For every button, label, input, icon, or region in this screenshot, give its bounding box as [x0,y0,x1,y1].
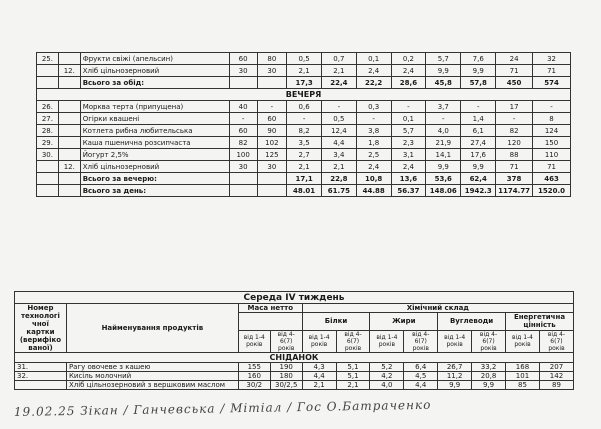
age-group-header: від 1-4 років [438,330,472,352]
product-name: Хліб цільнозерновий [80,161,229,173]
mass-age-4-7 [257,77,287,89]
nutrient-value: 0,6 [287,101,322,113]
product-name: Рагу овочеве з кашею [66,363,238,372]
nutrient-value: 9,9 [426,65,461,77]
nutrient-value: 12,4 [321,125,356,137]
nutrient-value: 1942.3 [461,185,496,197]
nutrient-value: 26,7 [438,363,472,372]
nutrient-value: 5,7 [426,53,461,65]
nutrient-value: 2,5 [356,149,391,161]
nutrient-value: 33,2 [472,363,506,372]
nutrient-value: 0,7 [321,53,356,65]
mass-age-4-7: 30 [257,161,287,173]
mass-age-1-4: 60 [229,53,257,65]
nutrient-value: 4,0 [426,125,461,137]
nutrient-value: 4,4 [302,372,336,381]
nutrient-value: 378 [496,173,533,185]
nutrient-value: 101 [506,372,540,381]
mass-age-1-4: 155 [238,363,270,372]
row-number: 27. [37,113,59,125]
table-row [37,185,571,197]
nutrient-value: 21,9 [426,137,461,149]
row-number [37,173,59,185]
nutrient-value: 20,8 [472,372,506,381]
nutrient-value: - [533,101,571,113]
col-chemical-composition: Хімічний склад [302,304,573,313]
nutrient-value: 45,8 [426,77,461,89]
nutrient-value: 4,0 [370,381,404,390]
nutrient-value: 9,9 [461,65,496,77]
product-name: Огірки квашені [80,113,229,125]
nutrient-value: 2,7 [287,149,322,161]
mass-age-1-4 [229,173,257,185]
nutrient-value: 5,1 [336,363,370,372]
nutrient-value: 148.06 [426,185,461,197]
age-group-header: від 4-6(7) років [404,330,438,352]
tech-card-number [58,77,80,89]
product-name: Хліб цільнозерновий з вершковим маслом [66,381,238,390]
row-number [37,185,59,197]
mass-age-1-4: 30/2 [238,381,270,390]
nutrient-value: 2,4 [356,65,391,77]
nutrient-value: 62,4 [461,173,496,185]
nutrient-value: 17,1 [287,173,322,185]
table-row [15,381,574,390]
nutrient-value: 61.75 [321,185,356,197]
nutrient-value: 0,5 [321,113,356,125]
nutrient-value: 9,9 [426,161,461,173]
age-group-header: від 1-4 років [370,330,404,352]
tech-card-number [58,125,80,137]
nutrient-value: - [356,113,391,125]
nutrient-value: 0,3 [356,101,391,113]
nutrient-value: 56.37 [391,185,426,197]
nutrient-value: 9,9 [438,381,472,390]
handwritten-signature: 19.02.25 Зікан / Ганчевська / Мітіал / Гос О.Батраченко [13,397,432,420]
nutrient-value: 88 [496,149,533,161]
nutrient-value: 120 [496,137,533,149]
nutrient-value: 48.01 [287,185,322,197]
nutrient-value: 22,8 [321,173,356,185]
mass-age-1-4: 40 [229,101,257,113]
nutrient-value: 32 [533,53,571,65]
section-title: ВЕЧЕРЯ [37,89,571,101]
nutrient-value: 11,2 [438,372,472,381]
nutrient-value: 6,4 [404,363,438,372]
col-net-mass: Маса нетто [238,304,302,313]
mass-age-4-7: 102 [257,137,287,149]
nutrient-value: 0,1 [391,113,426,125]
col-product-name: Найменування продуктів [66,304,238,353]
table-row [15,363,574,372]
mass-age-4-7: 30 [257,65,287,77]
product-name: Всього за день: [80,185,229,197]
nutrient-value: 14,1 [426,149,461,161]
nutrient-value: 71 [533,161,571,173]
tech-card-number [58,101,80,113]
tech-card-number [58,185,80,197]
nutrient-value: - [287,113,322,125]
nutrient-value: 0,2 [391,53,426,65]
row-number: 29. [37,137,59,149]
product-name: Хліб цільнозерновий [80,65,229,77]
nutrient-value: 1520.0 [533,185,571,197]
nutrient-value: 4,4 [321,137,356,149]
table-row [37,101,571,113]
row-number: 28. [37,125,59,137]
nutrient-value: 2,3 [391,137,426,149]
age-group-header: від 1-4 років [302,330,336,352]
nutrient-value: - [496,113,533,125]
row-number: 25. [37,53,59,65]
nutrient-value: 85 [506,381,540,390]
mass-age-1-4: 30 [229,161,257,173]
nutrient-value: 9,9 [472,381,506,390]
product-name: Кисіль молочний [66,372,238,381]
product-name: Котлета рибна любительська [80,125,229,137]
nutrient-value: 27,4 [461,137,496,149]
nutrient-value: 10,8 [356,173,391,185]
mass-age-4-7: 30/2,5 [270,381,302,390]
col-carbs: Вуглеводи [438,313,506,330]
table-row [37,65,571,77]
col-protein: Білки [302,313,370,330]
nutrient-value: 574 [533,77,571,89]
table-row [37,77,571,89]
age-group-header: від 4-6(7) років [472,330,506,352]
nutrient-value: 3,1 [391,149,426,161]
mass-age-4-7 [257,185,287,197]
nutrient-value: 57,8 [461,77,496,89]
mass-age-1-4 [229,77,257,89]
nutrient-value: 207 [539,363,573,372]
mass-age-4-7: 180 [270,372,302,381]
row-number [37,65,59,77]
nutrient-value: 8,2 [287,125,322,137]
mass-age-1-4: 82 [229,137,257,149]
week-title: Середа IV тиждень [15,292,574,304]
nutrient-value: 2,4 [356,161,391,173]
nutrient-value: 4,5 [404,372,438,381]
tech-card-number [58,137,80,149]
nutrient-value: 89 [539,381,573,390]
nutrient-value: 2,1 [321,161,356,173]
nutrient-value: 28,6 [391,77,426,89]
nutrient-value: 2,4 [391,65,426,77]
nutrient-value: 17,6 [461,149,496,161]
nutrient-value: 3,7 [426,101,461,113]
nutrient-value: 1174.77 [496,185,533,197]
table-row [37,113,571,125]
nutrition-table-day [36,52,571,197]
nutrient-value: 22,4 [321,77,356,89]
col-energy: Енергетична цінність [506,313,574,330]
nutrient-value: 5,7 [391,125,426,137]
nutrient-value: - [426,113,461,125]
table-row [37,89,571,101]
tech-card-number [58,173,80,185]
nutrient-value: 2,1 [287,65,322,77]
mass-age-4-7: 125 [257,149,287,161]
nutrient-value: 450 [496,77,533,89]
row-number [37,77,59,89]
tech-card-number [58,53,80,65]
mass-age-4-7: 90 [257,125,287,137]
nutrient-value: 2,1 [321,65,356,77]
nutrient-value: 3,8 [356,125,391,137]
nutrient-value: 4,4 [404,381,438,390]
table-row [37,161,571,173]
nutrient-value: 5,1 [336,372,370,381]
nutrient-value: 5,2 [370,363,404,372]
nutrient-value: 71 [496,65,533,77]
table-row [15,372,574,381]
tech-card-number [15,381,67,390]
mass-age-1-4: - [229,113,257,125]
mass-age-4-7: 60 [257,113,287,125]
mass-age-1-4: 100 [229,149,257,161]
mass-age-1-4 [229,185,257,197]
tech-card-number [58,149,80,161]
tech-card-number: 31. [15,363,67,372]
nutrient-value: 4,2 [370,372,404,381]
product-name: Йогурт 2,5% [80,149,229,161]
nutrient-value: 7,6 [461,53,496,65]
nutrient-value: 13,6 [391,173,426,185]
mass-age-1-4: 60 [229,125,257,137]
nutrient-value: 0,1 [356,53,391,65]
table-row [37,53,571,65]
nutrient-value: 2,1 [302,381,336,390]
nutrient-value: 2,1 [287,161,322,173]
table-row [37,173,571,185]
tech-card-number: 12. [58,161,80,173]
table-row [37,125,571,137]
nutrient-value: 110 [533,149,571,161]
nutrient-value: 1,8 [356,137,391,149]
nutrient-value: - [391,101,426,113]
nutrient-value: 6,1 [461,125,496,137]
mass-age-4-7 [257,173,287,185]
row-number: 26. [37,101,59,113]
age-group-header: від 1-4 років [238,330,270,352]
product-name: Всього за обід: [80,77,229,89]
nutrient-value: 9,9 [461,161,496,173]
nutrient-value: 142 [539,372,573,381]
tech-card-number: 12. [58,65,80,77]
nutrient-value: 71 [496,161,533,173]
nutrient-value: 168 [506,363,540,372]
nutrient-value: 71 [533,65,571,77]
nutrient-value: 4,3 [302,363,336,372]
age-group-header: від 1-4 років [506,330,540,352]
nutrient-value: 124 [533,125,571,137]
mass-age-1-4: 30 [229,65,257,77]
nutrient-value: 150 [533,137,571,149]
nutrient-value: 17,3 [287,77,322,89]
nutrient-value: 17 [496,101,533,113]
age-group-header: від 4-6(7) років [270,330,302,352]
tech-card-number [58,113,80,125]
age-group-header: від 4-6(7) років [539,330,573,352]
age-group-header: від 4-6(7) років [336,330,370,352]
mass-age-4-7: - [257,101,287,113]
nutrient-value: 1,4 [461,113,496,125]
nutrient-value: 8 [533,113,571,125]
nutrient-value: 2,1 [336,381,370,390]
nutrient-value: 44.88 [356,185,391,197]
nutrient-value: - [461,101,496,113]
row-number [37,161,59,173]
nutrition-table-wednesday [14,291,574,390]
col-fat: Жири [370,313,438,330]
mass-age-4-7: 190 [270,363,302,372]
nutrient-value: 53,6 [426,173,461,185]
product-name: Всього за вечерю: [80,173,229,185]
nutrient-value: 82 [496,125,533,137]
col-tech-card-number: Номер технологі чної картки (верифіко ваної) [15,304,67,353]
product-name: Фрукти свіжі (апельсин) [80,53,229,65]
nutrient-value: 463 [533,173,571,185]
mass-age-1-4: 160 [238,372,270,381]
table-row [37,149,571,161]
nutrient-value: 0,5 [287,53,322,65]
table-row [37,137,571,149]
nutrient-value: - [321,101,356,113]
meal-breakfast: СНІДАНОК [15,353,574,363]
nutrient-value: 3,5 [287,137,322,149]
mass-age-4-7: 80 [257,53,287,65]
nutrient-value: 2,4 [391,161,426,173]
tech-card-number: 32. [15,372,67,381]
row-number: 30. [37,149,59,161]
product-name: Каша пшенична розсипчаста [80,137,229,149]
product-name: Морква терта (припущена) [80,101,229,113]
nutrient-value: 3,4 [321,149,356,161]
nutrient-value: 24 [496,53,533,65]
nutrient-value: 22,2 [356,77,391,89]
